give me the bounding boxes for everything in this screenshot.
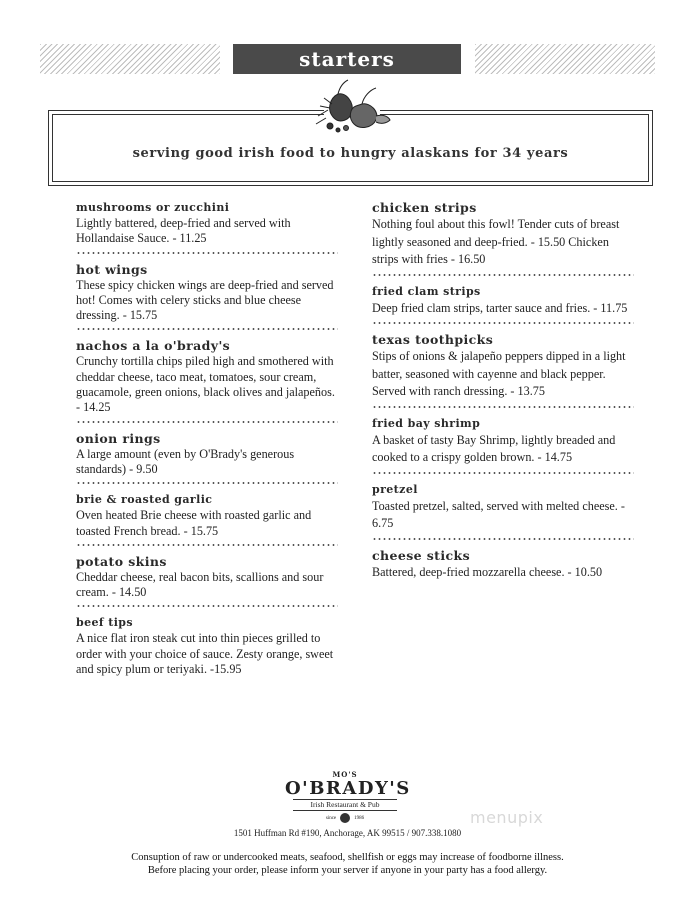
- tagline: serving good irish food to hungry alaskans for 34 years: [132, 146, 569, 161]
- dotted-divider: [372, 536, 634, 542]
- logo-name: O'BRADY'S: [285, 778, 411, 799]
- item-description: Battered, deep-fried mozzarella cheese. - 10.50: [372, 564, 603, 579]
- logo-since-year: 1986: [354, 815, 365, 821]
- disclaimer-line: Consuption of raw or undercooked meats, seafood, shellfish or eggs may increase of foodborne illness.: [131, 852, 564, 863]
- disclaimer-line: Before placing your order, please inform your server if anyone in your party has a food allergy.: [147, 865, 548, 876]
- menu-item: [76, 431, 338, 487]
- menu-column-right: [372, 200, 634, 587]
- item-name: pretzel: [372, 482, 418, 496]
- menu-item: [372, 482, 634, 542]
- item-description: Lightly battered, deep-fried and served with Hollandaise Sauce. - 11.25: [76, 216, 291, 246]
- menu-item: [76, 492, 338, 548]
- item-name: fried bay shrimp: [372, 416, 481, 430]
- dotted-divider: [372, 404, 634, 410]
- menu-item: [372, 416, 634, 476]
- item-name: texas toothpicks: [372, 332, 494, 347]
- dotted-divider: [372, 470, 634, 476]
- dotted-divider: [76, 542, 338, 548]
- dotted-divider: [76, 326, 338, 332]
- item-description: Oven heated Brie cheese with roasted garlic and toasted French bread. - 15.75: [76, 508, 312, 538]
- food-ornament-illustration: [304, 76, 396, 138]
- section-title: starters: [233, 44, 461, 74]
- dotted-divider: [372, 320, 634, 326]
- dotted-divider: [372, 272, 634, 278]
- item-description: A large amount (even by O'Brady's generous standards) - 9.50: [76, 446, 295, 476]
- header-hatch-right: [475, 44, 655, 74]
- logo-prefix: MO'S: [332, 770, 358, 779]
- menu-item: [76, 615, 338, 677]
- item-name: nachos a la o'brady's: [76, 338, 231, 354]
- menupix-watermark: menupix: [470, 808, 544, 827]
- dotted-divider: [76, 480, 338, 486]
- restaurant-address: 1501 Huffman Rd #190, Anchorage, AK 99515 / 907.338.1080: [233, 828, 462, 838]
- restaurant-logo: [285, 770, 411, 823]
- item-description: Nothing foul about this fowl! Tender cuts of breast lightly seasoned and deep-fried. - 15.50 Chicken strips with fries - 16.50: [372, 217, 620, 266]
- dotted-divider: [76, 250, 338, 256]
- menu-item: [76, 262, 338, 333]
- item-name: mushrooms or zucchini: [76, 201, 230, 214]
- menu-item: [372, 284, 634, 327]
- item-description: Cheddar cheese, real bacon bits, scallions and sour cream. - 14.50: [76, 569, 324, 600]
- item-description: Stips of onions & jalapeño peppers dipped in a light batter, seasoned with cayenne and black pepper. Served with ranch dressing. - 13.75: [372, 349, 626, 398]
- item-description: These spicy chicken wings are deep-fried and served hot! Comes with celery sticks and blue cheese dressing. - 15.75: [76, 277, 334, 323]
- menu-item: [76, 200, 338, 256]
- item-name: potato skins: [76, 553, 167, 569]
- item-name: chicken strips: [372, 200, 477, 215]
- menu-column-left: [76, 200, 338, 683]
- item-description: A nice flat iron steak cut into thin pieces grilled to order with your choice of sauce. Zesty orange, sweet and spicy plum or teriyaki. -15.95: [76, 631, 334, 677]
- menu-item: [372, 548, 634, 582]
- item-description: A basket of tasty Bay Shrimp, lightly breaded and cooked to a crispy golden brown. - 14.75: [372, 432, 616, 464]
- header-hatch-left: [40, 44, 220, 74]
- menu-item: [372, 332, 634, 410]
- item-name: brie & roasted garlic: [76, 493, 213, 507]
- menu-item: [372, 200, 634, 278]
- logo-subtitle: Irish Restaurant & Pub: [293, 799, 397, 811]
- item-name: hot wings: [76, 261, 148, 277]
- dotted-divider: [76, 419, 338, 425]
- food-safety-disclaimer: [0, 851, 695, 877]
- item-description: Deep fried clam strips, tarter sauce and fries. - 11.75: [372, 300, 628, 315]
- shamrock-seal-icon: [340, 813, 350, 823]
- dotted-divider: [76, 603, 338, 609]
- menu-item: [76, 554, 338, 610]
- item-description: Crunchy tortilla chips piled high and smothered with cheddar cheese, taco meat, tomatoes, sour cream, guacamole, green onions, black olives and jalapeños. - 14.25: [76, 354, 335, 415]
- item-name: fried clam strips: [372, 284, 481, 298]
- item-name: onion rings: [76, 430, 161, 446]
- item-name: beef tips: [76, 616, 133, 630]
- menu-item: [76, 338, 338, 424]
- section-header: [40, 44, 655, 74]
- logo-since-label: since: [325, 815, 337, 821]
- logo-since: [285, 813, 405, 823]
- item-name: cheese sticks: [372, 547, 471, 563]
- item-description: Toasted pretzel, salted, served with melted cheese. - 6.75: [372, 498, 625, 530]
